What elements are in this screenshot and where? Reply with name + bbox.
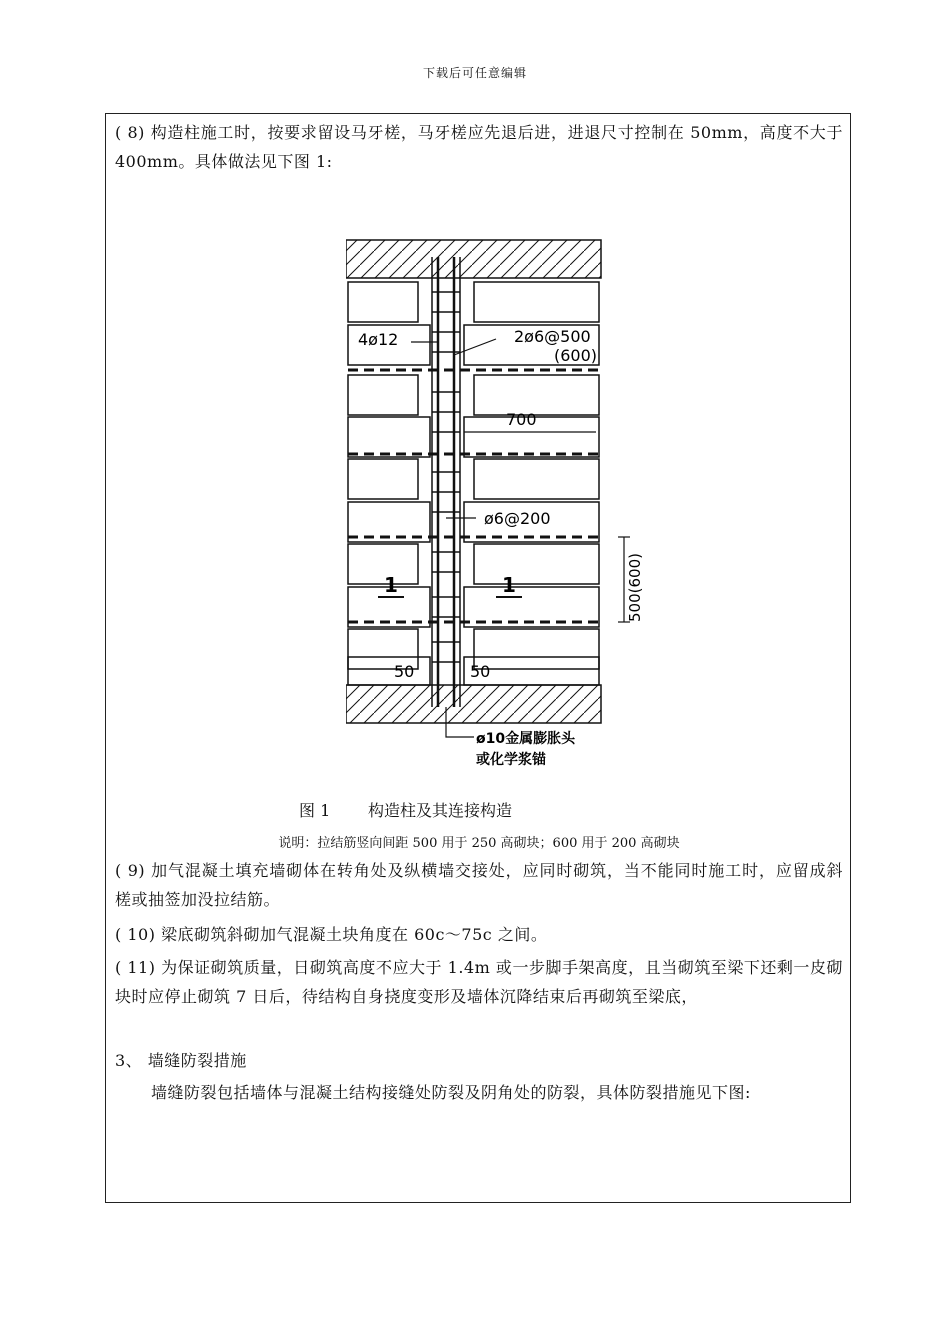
content-table-cell: [105, 113, 851, 1203]
paragraph-12: 墙缝防裂包括墙体与混凝土结构接缝处防裂及阴角处的防裂，具体防裂措施见下图:: [151, 1083, 751, 1102]
label-tie-bar: 2ø6@500: [514, 327, 591, 346]
label-anchor-1: ø10金属膨胀头: [476, 731, 576, 747]
paragraph-11: ( 11) 为保证砌筑质量，日砌筑高度不应大于 1.4m 或一步脚手架高度，且当砌筑至梁下还剩一皮砌块时应停止砌筑 7 日后，待结构自身挠度变形及墙体沉降结束后再砌筑至梁底，: [115, 958, 843, 1006]
label-offset-right: 50: [470, 662, 491, 681]
label-stirrup: ø6@200: [484, 509, 551, 528]
label-tie-bar-alt: (600): [554, 346, 598, 365]
section-heading-3: 3、 墙缝防裂措施: [115, 1051, 247, 1070]
figure-number: 图 1: [299, 801, 331, 820]
page-header: 下载后可任意编辑: [422, 66, 527, 80]
label-offset-left: 50: [394, 662, 415, 681]
paragraph-8: ( 8) 构造柱施工时，按要求留设马牙槎，马牙槎应先退后进，进退尺寸控制在 50mm，高度不大于 400mm。具体做法见下图 1:: [115, 123, 843, 171]
label-section-right: 1: [502, 573, 516, 597]
paragraph-9: ( 9) 加气混凝土填充墙砌体在转角处及纵横墙交接处，应同时砌筑，当不能同时施工时，应留成斜槎或抽签加没拉结筋。: [115, 861, 843, 909]
structural-column: [432, 257, 460, 707]
figure-title: 构造柱及其连接构造: [368, 801, 513, 820]
label-anchor-2: 或化学浆锚: [476, 752, 546, 768]
top-concrete-beam: [346, 240, 601, 278]
label-length: 700: [506, 410, 537, 429]
construction-column-diagram: [346, 237, 706, 792]
bottom-slab: [346, 685, 601, 723]
paragraph-10: ( 10) 梁底砌筑斜砌加气混凝土块角度在 60c～75c 之间。: [115, 925, 548, 944]
label-rebar-main: 4ø12: [358, 330, 399, 349]
label-section-left: 1: [384, 573, 398, 597]
figure-note: 说明：拉结筋竖向间距 500 用于 250 高砌块；600 用于 200 高砌块: [278, 836, 680, 851]
label-spacing: 500(600): [626, 553, 644, 622]
